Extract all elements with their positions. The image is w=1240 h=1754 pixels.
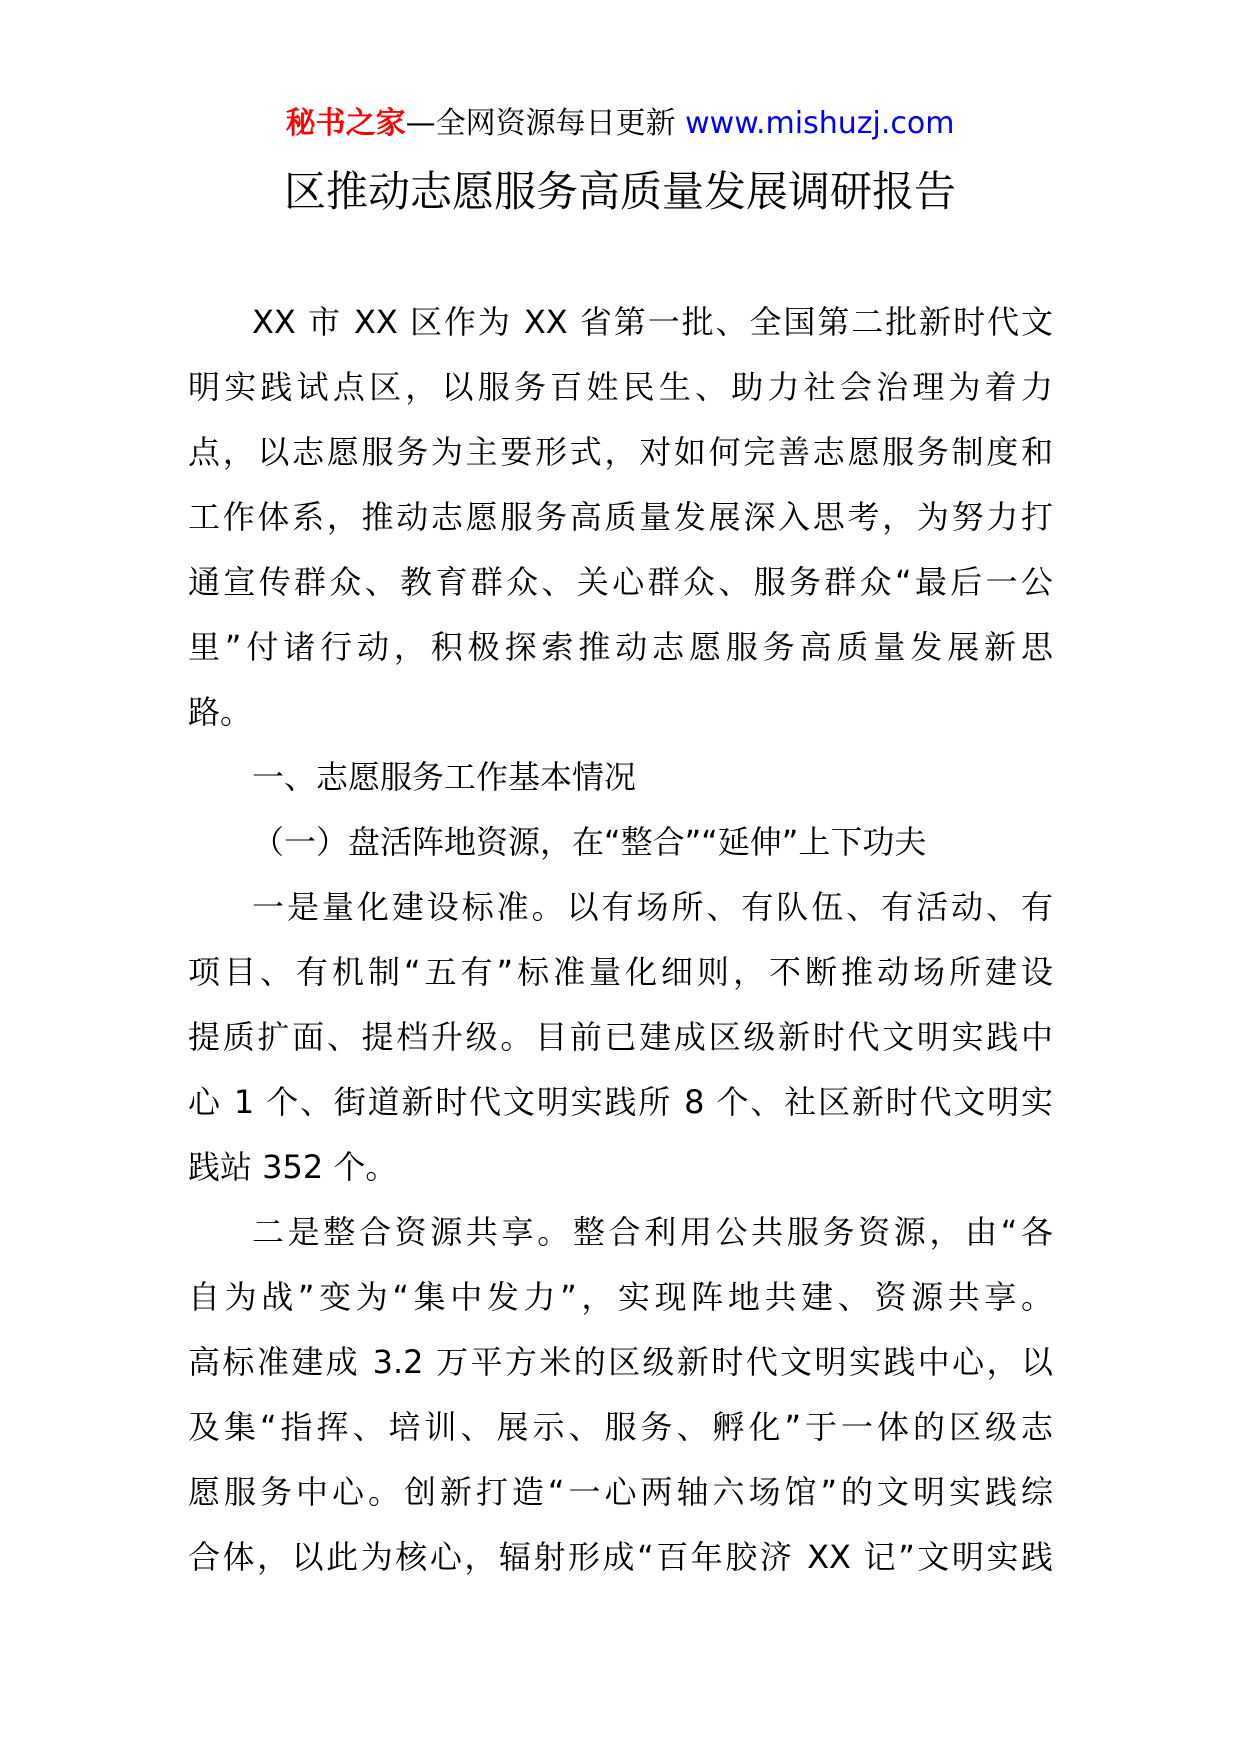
text-line: 提质扩面、提档升级。目前已建成区级新时代文明实践中 [188, 1018, 1053, 1056]
text-line: 心 1 个、街道新时代文明实践所 8 个、社区新时代文明实 [188, 1083, 1053, 1121]
text-line: 及集“指挥、培训、展示、服务、孵化”于一体的区级志 [188, 1408, 1053, 1446]
text-line: 点，以志愿服务为主要形式，对如何完善志愿服务制度和 [188, 433, 1053, 471]
site-header [0, 102, 1240, 146]
document-body [188, 290, 1053, 1590]
text-line: XX 市 XX 区作为 XX 省第一批、全国第二批新时代文 [252, 303, 1053, 341]
text-line: 践站 352 个。 [188, 1148, 398, 1186]
text-line: 高标准建成 3.2 万平方米的区级新时代文明实践中心，以 [188, 1343, 1053, 1381]
site-brand: 秘书之家 [285, 106, 406, 141]
text-line: 通宣传群众、教育群众、关心群众、服务群众“最后一公 [188, 563, 1053, 601]
text-line: 项目、有机制“五有”标准量化细则，不断推动场所建设 [188, 953, 1053, 991]
item-one-paragraph [188, 875, 1053, 1200]
intro-paragraph [188, 290, 1053, 745]
text-line: 路。 [188, 693, 253, 731]
text-line: 里”付诸行动，积极探索推动志愿服务高质量发展新思 [188, 628, 1053, 666]
text-line: 工作体系，推动志愿服务高质量发展深入思考，为努力打 [188, 498, 1053, 536]
text-line: 明实践试点区，以服务百姓民生、助力社会治理为着力 [188, 368, 1053, 406]
site-slogan: —全网资源每日更新 [405, 106, 686, 141]
text-line: 自为战”变为“集中发力”，实现阵地共建、资源共享。 [188, 1278, 1053, 1316]
item-two-paragraph [188, 1200, 1053, 1590]
text-line: 二是整合资源共享。整合利用公共服务资源，由“各 [252, 1213, 1053, 1251]
text-line: 合体，以此为核心，辐射形成“百年胶济 XX 记”文明实践 [188, 1538, 1053, 1576]
site-url-link[interactable]: www.mishuzj.com [685, 106, 955, 141]
section-heading: 一、志愿服务工作基本情况 [252, 758, 637, 796]
text-line: 愿服务中心。创新打造“一心两轴六场馆”的文明实践综 [188, 1473, 1053, 1511]
document-title: 区推动志愿服务高质量发展调研报告 [283, 167, 956, 216]
subsection-heading: （一）盘活阵地资源，在“整合”“延伸”上下功夫 [252, 823, 927, 861]
text-line: 一是量化建设标准。以有场所、有队伍、有活动、有 [252, 888, 1053, 926]
